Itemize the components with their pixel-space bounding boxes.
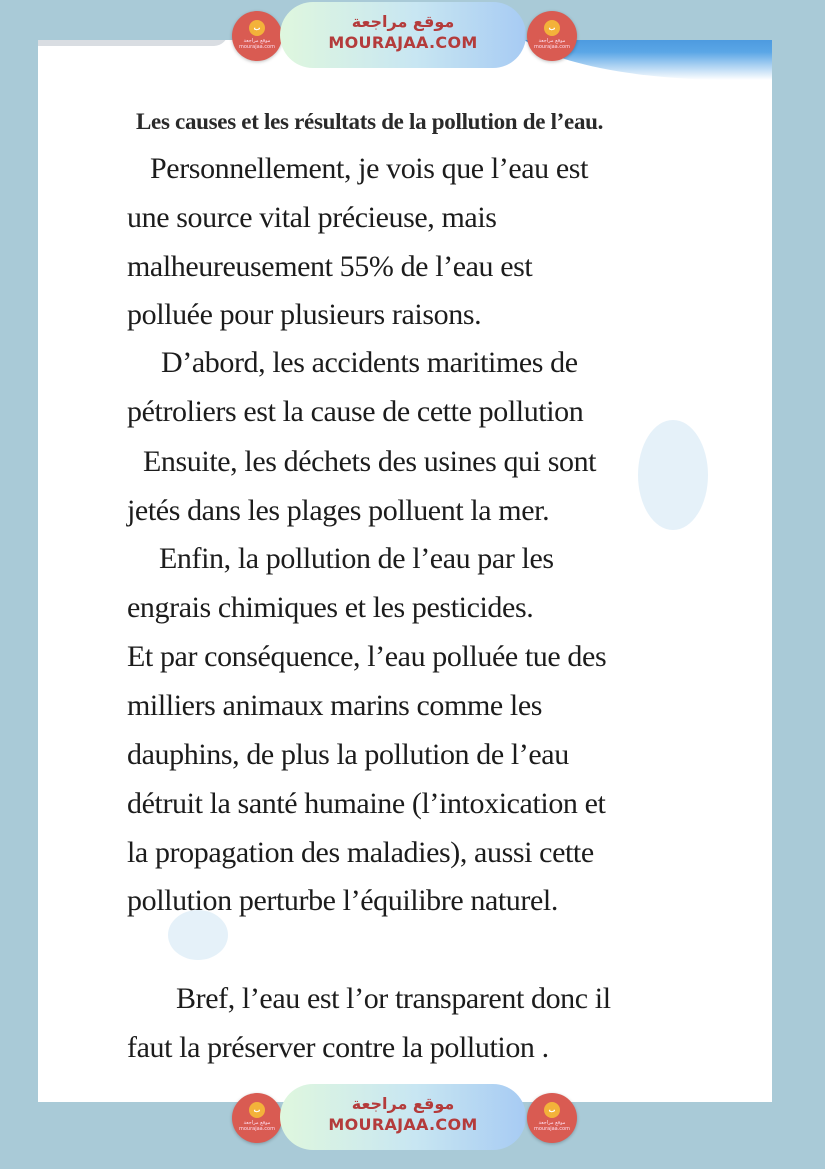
site-domain: MOURAJAA.COM [328, 33, 478, 52]
site-logo-icon: ب موقع مراجعة mourajaa.com [527, 1093, 577, 1143]
site-link-pill[interactable] [280, 2, 526, 68]
text-line: détruit la santé humaine (l’intoxication et [127, 787, 606, 820]
text-line: Bref, l’eau est l’or transparent donc il [176, 982, 611, 1015]
document-title: Les causes et les résultats de la pollution de l’eau. [136, 109, 604, 134]
decorative-stripe [38, 40, 228, 46]
text-line: faut la préserver contre la pollution . [127, 1031, 549, 1064]
text-line: Enfin, la pollution de l’eau par les [159, 542, 554, 575]
text-line: engrais chimiques et les pesticides. [127, 591, 534, 624]
text-line: pollution perturbe l’équilibre naturel. [127, 884, 558, 917]
site-domain: MOURAJAA.COM [328, 1115, 478, 1134]
site-banner-top[interactable] [232, 2, 577, 68]
text-line: malheureusement 55% de l’eau est [127, 250, 533, 283]
site-name-arabic: موقع مراجعة [351, 1094, 455, 1113]
text-line: D’abord, les accidents maritimes de [161, 346, 578, 379]
text-line: Ensuite, les déchets des usines qui sont [143, 445, 597, 478]
text-line: jetés dans les plages polluent la mer. [127, 494, 550, 527]
text-line: dauphins, de plus la pollution de l’eau [127, 738, 569, 771]
site-logo-icon: ب موقع مراجعة mourajaa.com [232, 11, 282, 61]
site-name-arabic: موقع مراجعة [351, 12, 455, 31]
text-line: Et par conséquence, l’eau polluée tue des [127, 640, 607, 673]
text-line: milliers animaux marins comme les [127, 689, 543, 722]
text-line: pétroliers est la cause de cette pollution [127, 395, 584, 428]
site-logo-icon: ب موقع مراجعة mourajaa.com [232, 1093, 282, 1143]
site-banner-bottom[interactable] [232, 1084, 577, 1150]
decorative-splash [638, 420, 708, 530]
site-link-pill[interactable] [280, 1084, 526, 1150]
site-logo-icon: ب موقع مراجعة mourajaa.com [527, 11, 577, 61]
text-line: la propagation des maladies), aussi cette [127, 836, 594, 869]
text-line: une source vital précieuse, mais [127, 201, 497, 234]
text-line: polluée pour plusieurs raisons. [127, 298, 482, 331]
text-line: Personnellement, je vois que l’eau est [150, 152, 589, 185]
